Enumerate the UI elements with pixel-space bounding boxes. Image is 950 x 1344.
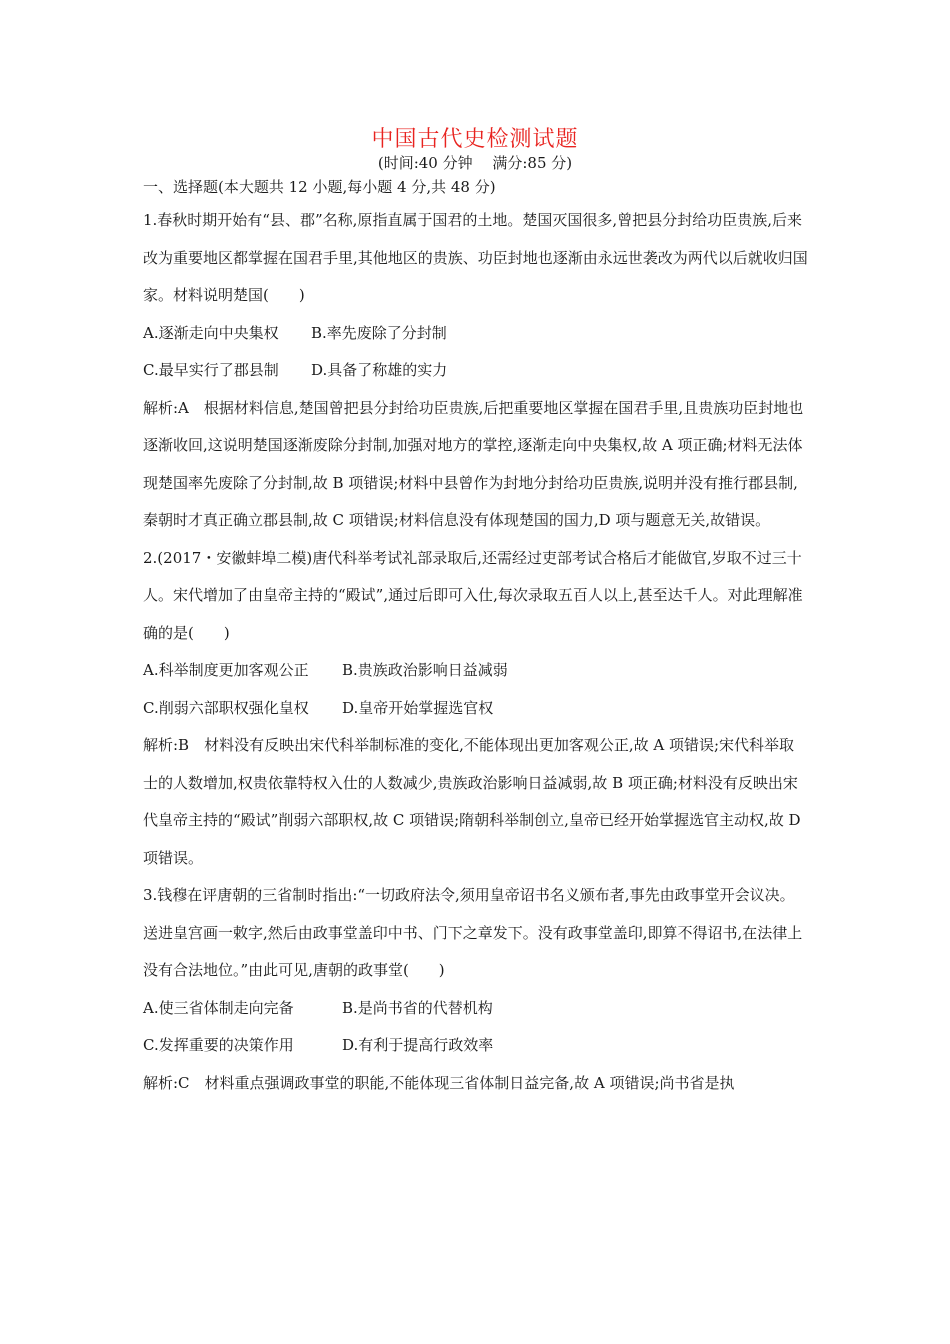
analysis: 解析:A 根据材料信息,楚国曾把县分封给功臣贵族,后把重要地区掌握在国君手里,且贵族功臣封地也逐渐收回,这说明楚国逐渐废除分封制,加强对地方的掌控,逐渐走向中央集权,故 A 项正确;材料无法体现楚国率先废除了分封制,故 B 项错误;材料中县曾作为封地分封给功臣贵族,说明并没有推行郡县制,秦朝时才真正确立郡县制,故 C 项错误;材料信息没有体现楚国的国力,D 项与题意无关,故错误。 bbox=[143, 398, 804, 529]
page-title: 中国古代史检测试题 bbox=[371, 127, 579, 152]
option-a: A.使三省体制走向完备 bbox=[143, 998, 294, 1017]
option-b: B.贵族政治影响日益减弱 bbox=[342, 661, 508, 679]
option-b: B.率先废除了分封制 bbox=[311, 323, 447, 342]
option-b: B.是尚书省的代替机构 bbox=[342, 998, 493, 1017]
option-d: D.具备了称雄的实力 bbox=[311, 361, 448, 379]
analysis: 解析:B 材料没有反映出宋代科举制标准的变化,不能体现出更加客观公正,故 A 项错误;宋代科举取士的人数增加,权贵依靠特权入仕的人数减少,贵族政治影响日益减弱,故 B 项正确;材料没有反映出宋代皇帝主持的“殿试”削弱六部职权,故 C 项错误;隋朝科举制创立,皇帝已经开始掌握选官主动权,故 D 项错误。 bbox=[143, 736, 801, 867]
option-row bbox=[143, 652, 808, 690]
option-row bbox=[143, 1027, 808, 1065]
question-stem: 1.春秋时期开始有“县、郡”名称,原指直属于国君的土地。楚国灭国很多,曾把县分封给功臣贵族,后来改为重要地区都掌握在国君手里,其他地区的贵族、功臣封地也逐渐由永远世袭改为两代以后就收归国家。材料说明楚国( ) bbox=[143, 211, 808, 304]
option-a: A.科举制度更加客观公正 bbox=[143, 661, 309, 679]
option-a: A.逐渐走向中央集权 bbox=[143, 323, 279, 342]
section-heading: 一、选择题(本大题共 12 小题,每小题 4 分,共 48 分) bbox=[143, 178, 496, 196]
option-row bbox=[143, 315, 808, 353]
exam-info: (时间:40 分钟 满分:85 分) bbox=[377, 154, 573, 172]
questions-body bbox=[143, 202, 808, 1102]
option-d: D.有利于提高行政效率 bbox=[342, 1036, 494, 1054]
option-row bbox=[143, 690, 808, 728]
option-c: C.最早实行了郡县制 bbox=[143, 361, 279, 379]
option-c: C.削弱六部职权强化皇权 bbox=[143, 698, 309, 717]
option-row bbox=[143, 352, 808, 390]
option-d: D.皇帝开始掌握选官权 bbox=[342, 698, 494, 717]
option-c: C.发挥重要的决策作用 bbox=[143, 1036, 294, 1054]
analysis: 解析:C 材料重点强调政事堂的职能,不能体现三省体制日益完备,故 A 项错误;尚书省是执 bbox=[143, 1073, 735, 1092]
question-stem: 2.(2017・安徽蚌埠二模)唐代科举考试礼部录取后,还需经过吏部考试合格后才能做官,岁取不过三十人。宋代增加了由皇帝主持的“殿试”,通过后即可入仕,每次录取五百人以上,甚至达千人。对此理解准确的是( ) bbox=[143, 548, 803, 642]
question-stem: 3.钱穆在评唐朝的三省制时指出:“一切政府法令,须用皇帝诏书名义颁布者,事先由政事堂开会议决。送进皇宫画一敕字,然后由政事堂盖印中书、门下之章发下。没有政事堂盖印,即算不得诏书,在法律上没有合法地位。”由此可见,唐朝的政事堂( ) bbox=[143, 886, 803, 979]
option-row bbox=[143, 990, 808, 1028]
